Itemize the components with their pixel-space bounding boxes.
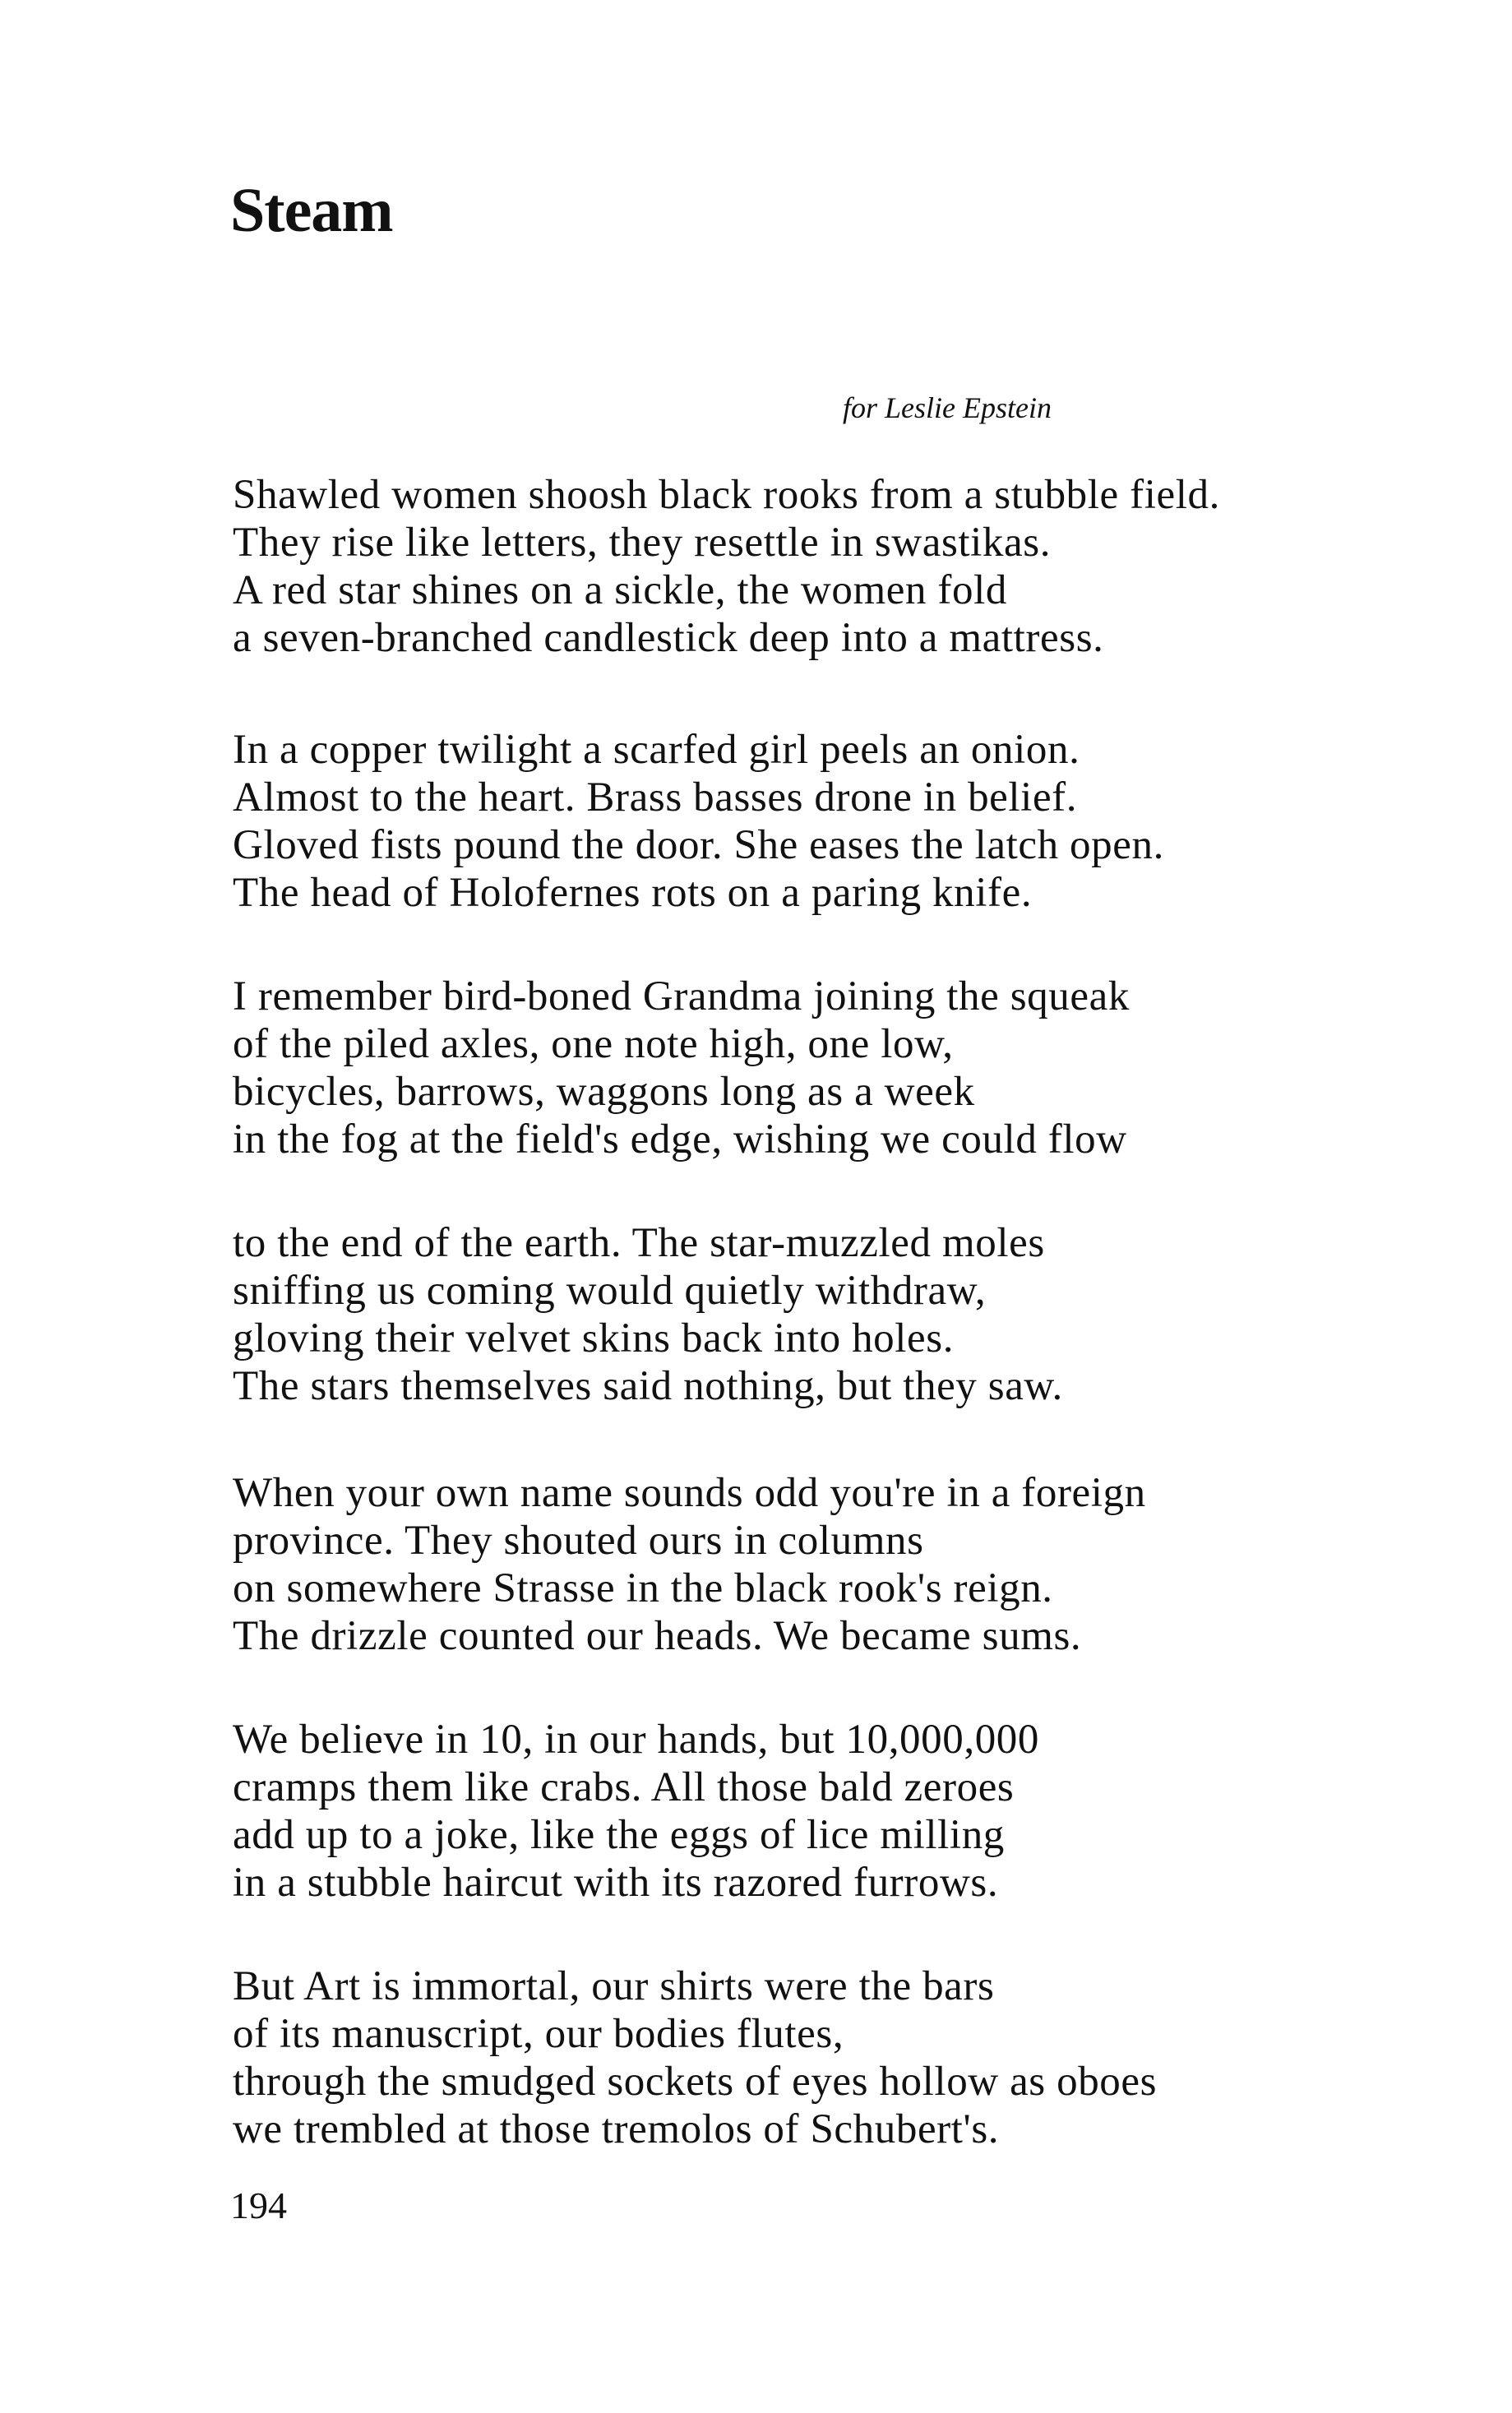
poem-line: The drizzle counted our heads. We became sums. [233, 1613, 1082, 1659]
poem-line: through the smudged sockets of eyes hollow as oboes [233, 2059, 1158, 2105]
poem-line: bicycles, barrows, waggons long as a week [233, 1069, 975, 1115]
poem-line: in the fog at the field's edge, wishing we could flow [233, 1116, 1127, 1163]
stanza-7 [233, 1962, 1302, 2153]
poem-line: In a copper twilight a scarfed girl peels an onion. [233, 727, 1080, 773]
poem-line: I remember bird-boned Grandma joining the squeak [233, 973, 1130, 1019]
poem-line: We believe in 10, in our hands, but 10,000,000 [233, 1717, 1040, 1763]
poem-line: of the piled axles, one note high, one low, [233, 1021, 954, 1067]
poem-line: gloving their velvet skins back into holes. [233, 1315, 955, 1361]
poem-line: we trembled at those tremolos of Schubert's. [233, 2106, 1000, 2152]
poem-line: Almost to the heart. Brass basses drone in belief. [233, 774, 1078, 821]
stanza-6 [233, 1716, 1302, 1907]
poem-line: in a stubble haircut with its razored furrows. [233, 1860, 999, 1906]
stanza-2 [233, 726, 1302, 917]
poem-line: The head of Holofernes rots on a paring knife. [233, 870, 1033, 916]
poem-line: But Art is immortal, our shirts were the bars [233, 1963, 995, 2009]
poem-line: Shawled women shoosh black rooks from a stubble field. [233, 472, 1220, 518]
stanza-1 [233, 471, 1302, 662]
poem-line: add up to a joke, like the eggs of lice milling [233, 1812, 1005, 1858]
poem-line: cramps them like crabs. All those bald zeroes [233, 1764, 1015, 1810]
poem-line: sniffing us coming would quietly withdraw, [233, 1268, 987, 1314]
poem-line: The stars themselves said nothing, but they saw. [233, 1363, 1063, 1409]
stanza-4 [233, 1219, 1302, 1410]
poem-line: A red star shines on a sickle, the women fold [233, 567, 1007, 613]
poem-line: province. They shouted ours in columns [233, 1518, 924, 1564]
stanza-5 [233, 1469, 1302, 1660]
poem-line: They rise like letters, they resettle in swastikas. [233, 520, 1052, 566]
poem-line: a seven-branched candlestick deep into a mattress. [233, 615, 1104, 661]
stanza-3 [233, 973, 1302, 1163]
poem-line: to the end of the earth. The star-muzzled moles [233, 1220, 1045, 1266]
poem-line: of its manuscript, our bodies flutes, [233, 2011, 844, 2057]
poem-title: Steam [230, 176, 393, 245]
page-number: 194 [230, 2184, 287, 2226]
poem-line: on somewhere Strasse in the black rook's reign. [233, 1565, 1053, 1611]
poem-line: Gloved fists pound the door. She eases the latch open. [233, 822, 1164, 868]
poem-line: When your own name sounds odd you're in a foreign [233, 1470, 1146, 1516]
poem-dedication: for Leslie Epstein [843, 391, 1052, 424]
